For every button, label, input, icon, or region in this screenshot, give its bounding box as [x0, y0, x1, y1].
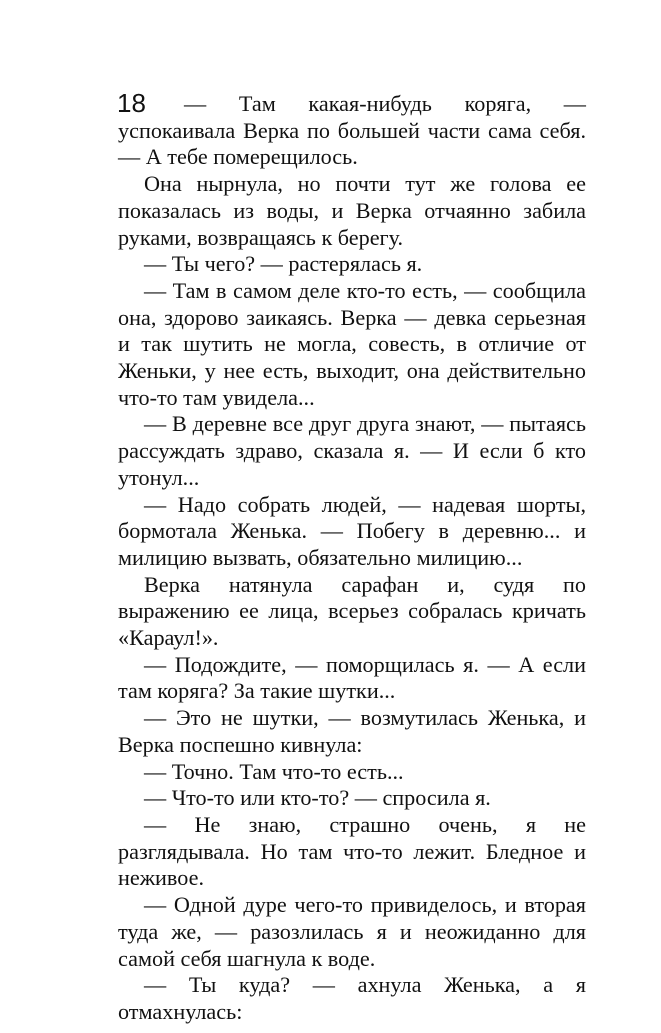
body-text [118, 91, 586, 1026]
paragraph: — Там в самом деле кто-то есть, — сообщила она, здорово заикаясь. Верка — девка серьезная и так шутить не могла, совесть, в отличие от Женьки, у нее есть, выходит, она действительно что-то там увидела... [118, 277, 586, 410]
paragraph: — Там какая-нибудь коряга, — успокаивала Верка по большей части сама себя. — А тебе померещилось. [118, 91, 586, 170]
paragraph: — Ты куда? — ахнула Женька, а я отмахнулась: [118, 972, 586, 1024]
paragraph: — Надо собрать людей, — надевая шорты, бормотала Женька. — Побегу в деревню... и милицию вызвать, обязательно милицию... [118, 491, 586, 570]
paragraph: — Точно. Там что-то есть... [144, 758, 404, 784]
paragraph: — Ты чего? — растерялась я. [144, 251, 423, 277]
paragraph: — Одной дуре чего-то привиделось, и вторая туда же, — разозлилась я и неожиданно для самой себя шагнула к воде. [118, 892, 586, 971]
paragraph: Верка натянула сарафан и, судя по выражению ее лица, всерьез собралась кричать «Караул!». [118, 571, 586, 651]
paragraph: — Не знаю, страшно очень, я не разглядывала. Но там что-то лежит. Бледное и неживое. [118, 811, 586, 891]
paragraph: — Подождите, — поморщилась я. — А если там коряга? За такие шутки... [118, 651, 586, 704]
paragraph: Она нырнула, но почти тут же голова ее показалась из воды, и Верка отчаянно забила руками, возвращаясь к берегу. [118, 171, 586, 250]
page-number: 18 [117, 88, 146, 118]
paragraph: — Это не шутки, — возмутилась Женька, и Верка поспешно кивнула: [118, 705, 586, 757]
paragraph: — В деревне все друг друга знают, — пытаясь рассуждать здраво, сказала я. — И если б кто утонул... [118, 411, 586, 490]
paragraph: — Что-то или кто-то? — спросила я. [144, 785, 491, 811]
